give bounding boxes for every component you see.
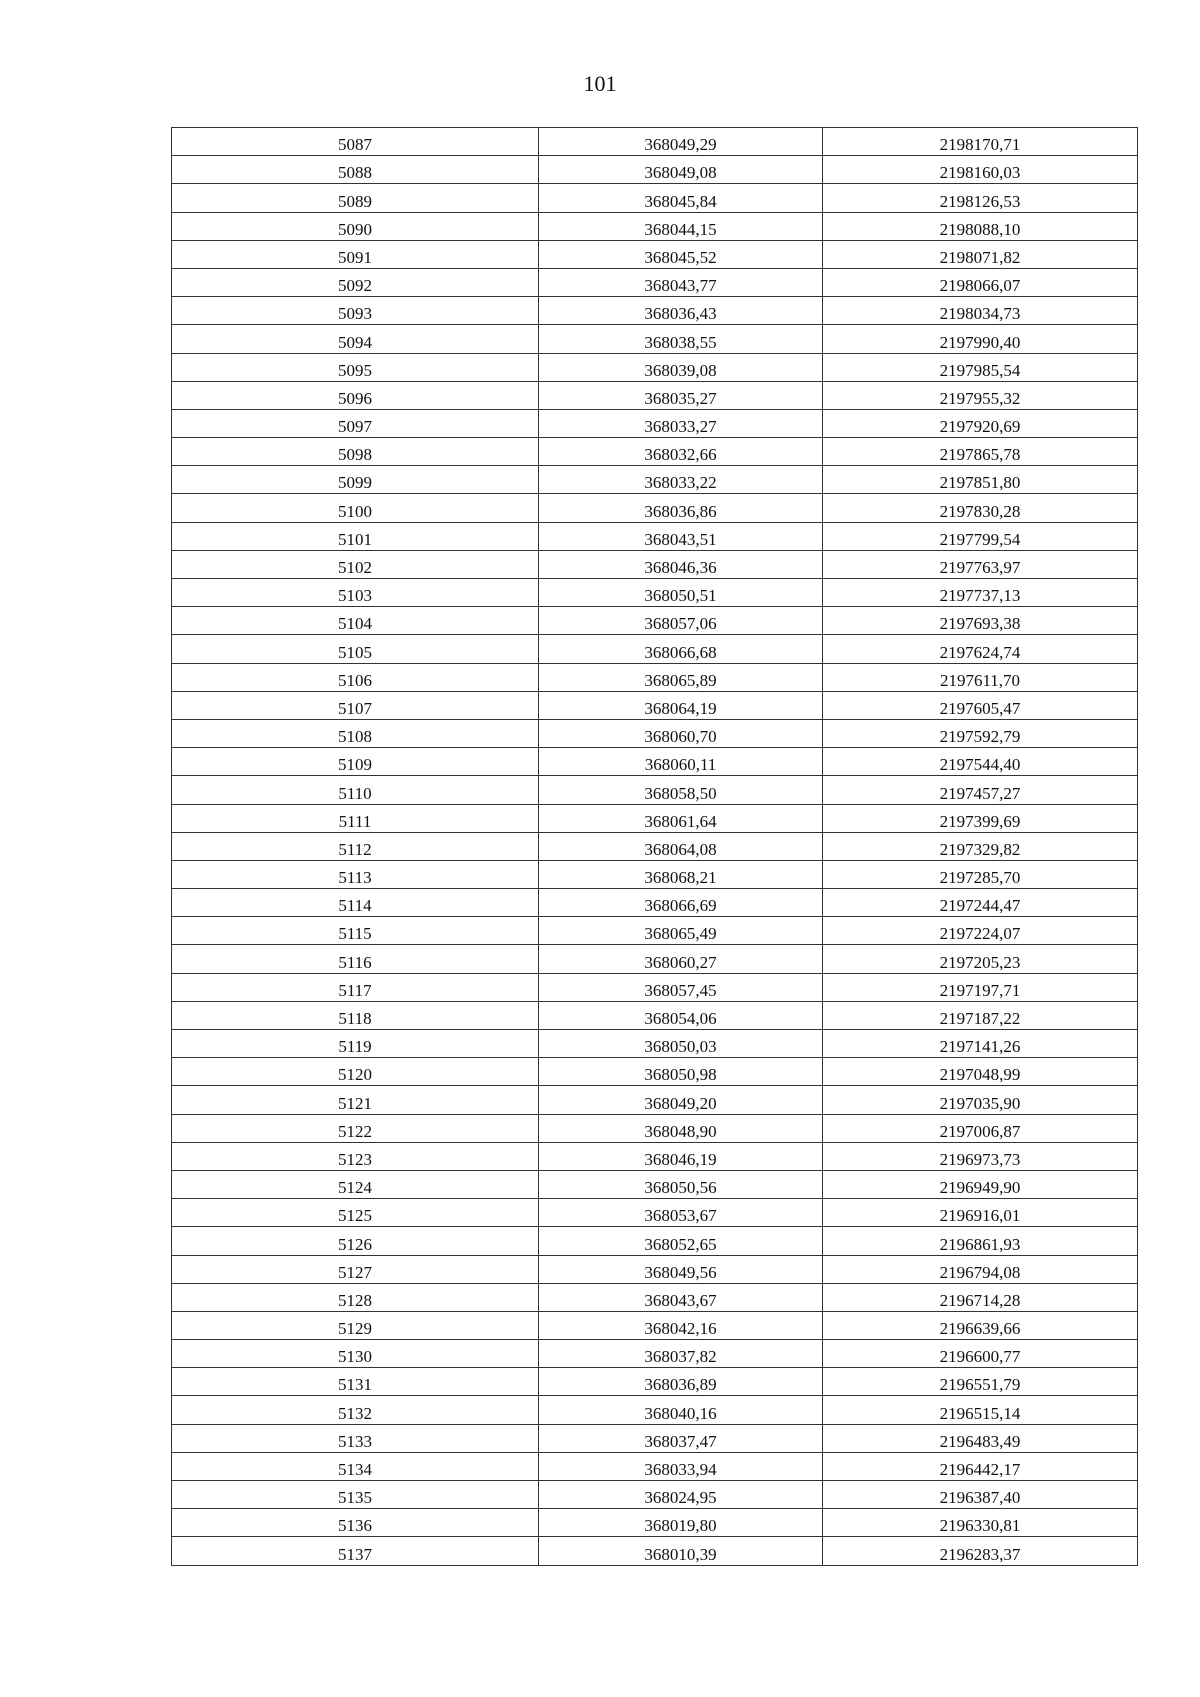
point-number-cell: 5119 xyxy=(172,1030,539,1058)
table-row xyxy=(172,522,1138,550)
y-coordinate-cell: 2196794,08 xyxy=(823,1255,1138,1283)
x-coordinate-cell: 368045,84 xyxy=(539,184,823,212)
y-coordinate-cell: 2196442,17 xyxy=(823,1452,1138,1480)
point-number-cell: 5090 xyxy=(172,212,539,240)
table-row xyxy=(172,1368,1138,1396)
y-coordinate-cell: 2196861,93 xyxy=(823,1227,1138,1255)
table-row xyxy=(172,1340,1138,1368)
x-coordinate-cell: 368050,03 xyxy=(539,1030,823,1058)
y-coordinate-cell: 2197544,40 xyxy=(823,748,1138,776)
x-coordinate-cell: 368054,06 xyxy=(539,1001,823,1029)
y-coordinate-cell: 2198088,10 xyxy=(823,212,1138,240)
point-number-cell: 5091 xyxy=(172,240,539,268)
point-number-cell: 5134 xyxy=(172,1452,539,1480)
y-coordinate-cell: 2197763,97 xyxy=(823,550,1138,578)
x-coordinate-cell: 368043,67 xyxy=(539,1283,823,1311)
table-row xyxy=(172,409,1138,437)
table-row xyxy=(172,663,1138,691)
x-coordinate-cell: 368057,06 xyxy=(539,607,823,635)
y-coordinate-cell: 2196387,40 xyxy=(823,1481,1138,1509)
x-coordinate-cell: 368065,89 xyxy=(539,663,823,691)
point-number-cell: 5095 xyxy=(172,353,539,381)
point-number-cell: 5120 xyxy=(172,1058,539,1086)
table-row xyxy=(172,1537,1138,1565)
x-coordinate-cell: 368066,68 xyxy=(539,635,823,663)
x-coordinate-cell: 368068,21 xyxy=(539,860,823,888)
point-number-cell: 5116 xyxy=(172,945,539,973)
table-row xyxy=(172,1227,1138,1255)
y-coordinate-cell: 2198170,71 xyxy=(823,128,1138,156)
x-coordinate-cell: 368060,70 xyxy=(539,719,823,747)
point-number-cell: 5110 xyxy=(172,776,539,804)
x-coordinate-cell: 368033,22 xyxy=(539,466,823,494)
x-coordinate-cell: 368050,51 xyxy=(539,579,823,607)
x-coordinate-cell: 368045,52 xyxy=(539,240,823,268)
table-row xyxy=(172,776,1138,804)
table-row xyxy=(172,748,1138,776)
table-row xyxy=(172,1424,1138,1452)
x-coordinate-cell: 368046,19 xyxy=(539,1142,823,1170)
table-row xyxy=(172,832,1138,860)
y-coordinate-cell: 2197141,26 xyxy=(823,1030,1138,1058)
y-coordinate-cell: 2198034,73 xyxy=(823,297,1138,325)
point-number-cell: 5113 xyxy=(172,860,539,888)
table-row xyxy=(172,325,1138,353)
table-row xyxy=(172,297,1138,325)
point-number-cell: 5099 xyxy=(172,466,539,494)
x-coordinate-cell: 368061,64 xyxy=(539,804,823,832)
point-number-cell: 5107 xyxy=(172,691,539,719)
x-coordinate-cell: 368033,27 xyxy=(539,409,823,437)
x-coordinate-cell: 368049,08 xyxy=(539,156,823,184)
y-coordinate-cell: 2197799,54 xyxy=(823,522,1138,550)
y-coordinate-cell: 2197197,71 xyxy=(823,973,1138,1001)
point-number-cell: 5088 xyxy=(172,156,539,184)
table-row xyxy=(172,1396,1138,1424)
y-coordinate-cell: 2196949,90 xyxy=(823,1170,1138,1198)
y-coordinate-cell: 2197205,23 xyxy=(823,945,1138,973)
y-coordinate-cell: 2197851,80 xyxy=(823,466,1138,494)
table-row xyxy=(172,691,1138,719)
y-coordinate-cell: 2198126,53 xyxy=(823,184,1138,212)
y-coordinate-cell: 2196515,14 xyxy=(823,1396,1138,1424)
point-number-cell: 5126 xyxy=(172,1227,539,1255)
y-coordinate-cell: 2197737,13 xyxy=(823,579,1138,607)
table-row xyxy=(172,1142,1138,1170)
x-coordinate-cell: 368049,20 xyxy=(539,1086,823,1114)
table-row xyxy=(172,1199,1138,1227)
x-coordinate-cell: 368036,43 xyxy=(539,297,823,325)
y-coordinate-cell: 2197611,70 xyxy=(823,663,1138,691)
y-coordinate-cell: 2196714,28 xyxy=(823,1283,1138,1311)
point-number-cell: 5093 xyxy=(172,297,539,325)
x-coordinate-cell: 368040,16 xyxy=(539,1396,823,1424)
x-coordinate-cell: 368036,89 xyxy=(539,1368,823,1396)
x-coordinate-cell: 368037,47 xyxy=(539,1424,823,1452)
point-number-cell: 5103 xyxy=(172,579,539,607)
table-row xyxy=(172,1255,1138,1283)
point-number-cell: 5125 xyxy=(172,1199,539,1227)
x-coordinate-cell: 368037,82 xyxy=(539,1340,823,1368)
y-coordinate-cell: 2197224,07 xyxy=(823,917,1138,945)
x-coordinate-cell: 368049,56 xyxy=(539,1255,823,1283)
table-row xyxy=(172,550,1138,578)
y-coordinate-cell: 2196551,79 xyxy=(823,1368,1138,1396)
y-coordinate-cell: 2196483,49 xyxy=(823,1424,1138,1452)
x-coordinate-cell: 368060,11 xyxy=(539,748,823,776)
point-number-cell: 5135 xyxy=(172,1481,539,1509)
point-number-cell: 5130 xyxy=(172,1340,539,1368)
y-coordinate-cell: 2197244,47 xyxy=(823,889,1138,917)
y-coordinate-cell: 2197006,87 xyxy=(823,1114,1138,1142)
table-row xyxy=(172,635,1138,663)
x-coordinate-cell: 368064,08 xyxy=(539,832,823,860)
point-number-cell: 5117 xyxy=(172,973,539,1001)
y-coordinate-cell: 2198066,07 xyxy=(823,268,1138,296)
table-row xyxy=(172,889,1138,917)
table-row xyxy=(172,1170,1138,1198)
x-coordinate-cell: 368066,69 xyxy=(539,889,823,917)
y-coordinate-cell: 2196639,66 xyxy=(823,1311,1138,1339)
y-coordinate-cell: 2197955,32 xyxy=(823,381,1138,409)
y-coordinate-cell: 2196600,77 xyxy=(823,1340,1138,1368)
y-coordinate-cell: 2198160,03 xyxy=(823,156,1138,184)
x-coordinate-cell: 368064,19 xyxy=(539,691,823,719)
x-coordinate-cell: 368032,66 xyxy=(539,438,823,466)
y-coordinate-cell: 2197035,90 xyxy=(823,1086,1138,1114)
x-coordinate-cell: 368036,86 xyxy=(539,494,823,522)
point-number-cell: 5115 xyxy=(172,917,539,945)
table-row xyxy=(172,860,1138,888)
point-number-cell: 5106 xyxy=(172,663,539,691)
point-number-cell: 5102 xyxy=(172,550,539,578)
point-number-cell: 5137 xyxy=(172,1537,539,1565)
point-number-cell: 5127 xyxy=(172,1255,539,1283)
y-coordinate-cell: 2197457,27 xyxy=(823,776,1138,804)
x-coordinate-cell: 368048,90 xyxy=(539,1114,823,1142)
table-row xyxy=(172,973,1138,1001)
x-coordinate-cell: 368057,45 xyxy=(539,973,823,1001)
coordinates-table xyxy=(171,127,1138,1566)
coordinates-table-body xyxy=(172,128,1138,1566)
table-row xyxy=(172,917,1138,945)
point-number-cell: 5097 xyxy=(172,409,539,437)
table-row xyxy=(172,1001,1138,1029)
y-coordinate-cell: 2196973,73 xyxy=(823,1142,1138,1170)
x-coordinate-cell: 368065,49 xyxy=(539,917,823,945)
y-coordinate-cell: 2197624,74 xyxy=(823,635,1138,663)
table-row xyxy=(172,438,1138,466)
point-number-cell: 5121 xyxy=(172,1086,539,1114)
y-coordinate-cell: 2196283,37 xyxy=(823,1537,1138,1565)
point-number-cell: 5089 xyxy=(172,184,539,212)
table-row xyxy=(172,466,1138,494)
x-coordinate-cell: 368046,36 xyxy=(539,550,823,578)
y-coordinate-cell: 2197830,28 xyxy=(823,494,1138,522)
table-row xyxy=(172,1283,1138,1311)
point-number-cell: 5122 xyxy=(172,1114,539,1142)
y-coordinate-cell: 2197399,69 xyxy=(823,804,1138,832)
point-number-cell: 5087 xyxy=(172,128,539,156)
table-row xyxy=(172,607,1138,635)
table-row xyxy=(172,156,1138,184)
point-number-cell: 5114 xyxy=(172,889,539,917)
x-coordinate-cell: 368050,56 xyxy=(539,1170,823,1198)
point-number-cell: 5104 xyxy=(172,607,539,635)
y-coordinate-cell: 2196330,81 xyxy=(823,1509,1138,1537)
table-row xyxy=(172,381,1138,409)
y-coordinate-cell: 2197693,38 xyxy=(823,607,1138,635)
x-coordinate-cell: 368042,16 xyxy=(539,1311,823,1339)
point-number-cell: 5124 xyxy=(172,1170,539,1198)
table-row xyxy=(172,1058,1138,1086)
table-row xyxy=(172,579,1138,607)
y-coordinate-cell: 2197920,69 xyxy=(823,409,1138,437)
y-coordinate-cell: 2197605,47 xyxy=(823,691,1138,719)
x-coordinate-cell: 368050,98 xyxy=(539,1058,823,1086)
point-number-cell: 5096 xyxy=(172,381,539,409)
y-coordinate-cell: 2197329,82 xyxy=(823,832,1138,860)
y-coordinate-cell: 2197592,79 xyxy=(823,719,1138,747)
page-number: 101 xyxy=(583,71,617,96)
point-number-cell: 5105 xyxy=(172,635,539,663)
y-coordinate-cell: 2197990,40 xyxy=(823,325,1138,353)
point-number-cell: 5109 xyxy=(172,748,539,776)
table-row xyxy=(172,719,1138,747)
point-number-cell: 5132 xyxy=(172,1396,539,1424)
x-coordinate-cell: 368033,94 xyxy=(539,1452,823,1480)
table-row xyxy=(172,1114,1138,1142)
y-coordinate-cell: 2198071,82 xyxy=(823,240,1138,268)
y-coordinate-cell: 2197285,70 xyxy=(823,860,1138,888)
point-number-cell: 5136 xyxy=(172,1509,539,1537)
table-row xyxy=(172,494,1138,522)
x-coordinate-cell: 368035,27 xyxy=(539,381,823,409)
x-coordinate-cell: 368052,65 xyxy=(539,1227,823,1255)
y-coordinate-cell: 2196916,01 xyxy=(823,1199,1138,1227)
point-number-cell: 5098 xyxy=(172,438,539,466)
table-row xyxy=(172,804,1138,832)
table-row xyxy=(172,1086,1138,1114)
table-row xyxy=(172,184,1138,212)
x-coordinate-cell: 368044,15 xyxy=(539,212,823,240)
x-coordinate-cell: 368024,95 xyxy=(539,1481,823,1509)
point-number-cell: 5111 xyxy=(172,804,539,832)
table-row xyxy=(172,212,1138,240)
point-number-cell: 5100 xyxy=(172,494,539,522)
table-row xyxy=(172,945,1138,973)
table-row xyxy=(172,1481,1138,1509)
y-coordinate-cell: 2197985,54 xyxy=(823,353,1138,381)
point-number-cell: 5123 xyxy=(172,1142,539,1170)
point-number-cell: 5092 xyxy=(172,268,539,296)
x-coordinate-cell: 368058,50 xyxy=(539,776,823,804)
table-row xyxy=(172,1030,1138,1058)
table-row xyxy=(172,268,1138,296)
x-coordinate-cell: 368010,39 xyxy=(539,1537,823,1565)
point-number-cell: 5128 xyxy=(172,1283,539,1311)
point-number-cell: 5112 xyxy=(172,832,539,860)
y-coordinate-cell: 2197048,99 xyxy=(823,1058,1138,1086)
point-number-cell: 5133 xyxy=(172,1424,539,1452)
point-number-cell: 5108 xyxy=(172,719,539,747)
point-number-cell: 5129 xyxy=(172,1311,539,1339)
table-row xyxy=(172,1311,1138,1339)
table-row xyxy=(172,1452,1138,1480)
y-coordinate-cell: 2197187,22 xyxy=(823,1001,1138,1029)
table-row xyxy=(172,353,1138,381)
point-number-cell: 5094 xyxy=(172,325,539,353)
point-number-cell: 5101 xyxy=(172,522,539,550)
table-row xyxy=(172,1509,1138,1537)
x-coordinate-cell: 368019,80 xyxy=(539,1509,823,1537)
x-coordinate-cell: 368043,51 xyxy=(539,522,823,550)
y-coordinate-cell: 2197865,78 xyxy=(823,438,1138,466)
x-coordinate-cell: 368039,08 xyxy=(539,353,823,381)
x-coordinate-cell: 368043,77 xyxy=(539,268,823,296)
table-row xyxy=(172,240,1138,268)
table-row xyxy=(172,128,1138,156)
x-coordinate-cell: 368060,27 xyxy=(539,945,823,973)
x-coordinate-cell: 368038,55 xyxy=(539,325,823,353)
x-coordinate-cell: 368053,67 xyxy=(539,1199,823,1227)
x-coordinate-cell: 368049,29 xyxy=(539,128,823,156)
point-number-cell: 5131 xyxy=(172,1368,539,1396)
point-number-cell: 5118 xyxy=(172,1001,539,1029)
